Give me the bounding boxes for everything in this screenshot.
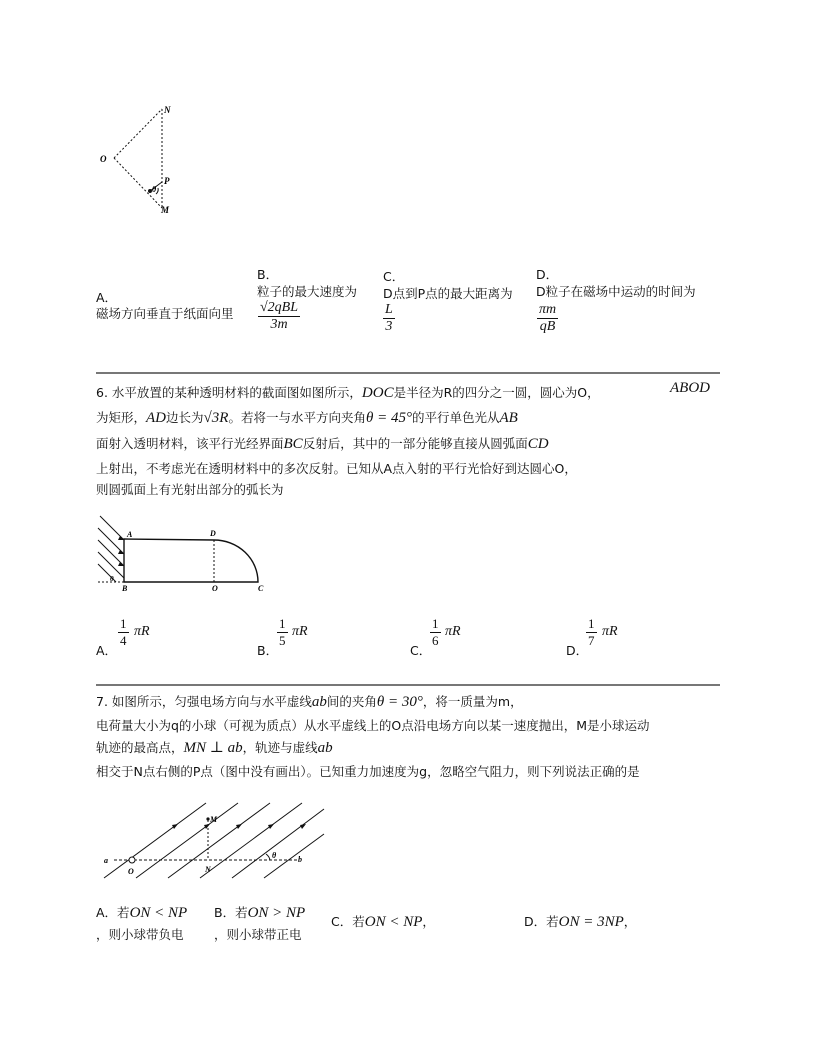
q7-figure: [96, 798, 326, 880]
q6-figure: [96, 512, 276, 594]
svg-text:N: N: [205, 865, 211, 874]
option-fraction: √2qBL 3m: [260, 300, 299, 332]
option-text: 磁场方向垂直于纸面向里: [96, 306, 234, 321]
option-label: A．: [96, 290, 118, 305]
svg-text:A: A: [127, 530, 133, 539]
option-label: B．: [257, 267, 279, 282]
svg-text:O: O: [212, 584, 218, 593]
svg-text:C: C: [258, 584, 264, 593]
option-text: D粒子在磁场中运动的时间为: [536, 284, 696, 299]
divider: [96, 684, 720, 686]
label-M: M: [161, 205, 170, 215]
option-fraction: $\frac{\pi m}{qB}$: [539, 302, 557, 334]
svg-text:M: M: [210, 815, 218, 824]
divider: [96, 372, 720, 374]
svg-text:b: b: [298, 855, 302, 864]
label-theta: θ: [152, 185, 157, 194]
label-N: N: [164, 105, 171, 115]
svg-text:θ: θ: [272, 851, 277, 860]
svg-text:O: O: [128, 867, 134, 876]
q5-figure: [96, 100, 186, 218]
svg-text:a: a: [104, 856, 108, 865]
option-fraction: $\frac{L}{3}$: [385, 302, 393, 334]
svg-text:D: D: [210, 529, 216, 538]
label-O: O: [100, 154, 107, 164]
svg-text:θ: θ: [110, 575, 114, 583]
label-P: P: [164, 176, 170, 186]
svg-text:B: B: [122, 584, 128, 593]
option-label: D．: [536, 267, 559, 282]
option-label: C．: [383, 269, 405, 284]
option-text: D点到P点的最大距离为: [383, 286, 513, 301]
option-text: 粒子的最大速度为: [257, 284, 358, 299]
